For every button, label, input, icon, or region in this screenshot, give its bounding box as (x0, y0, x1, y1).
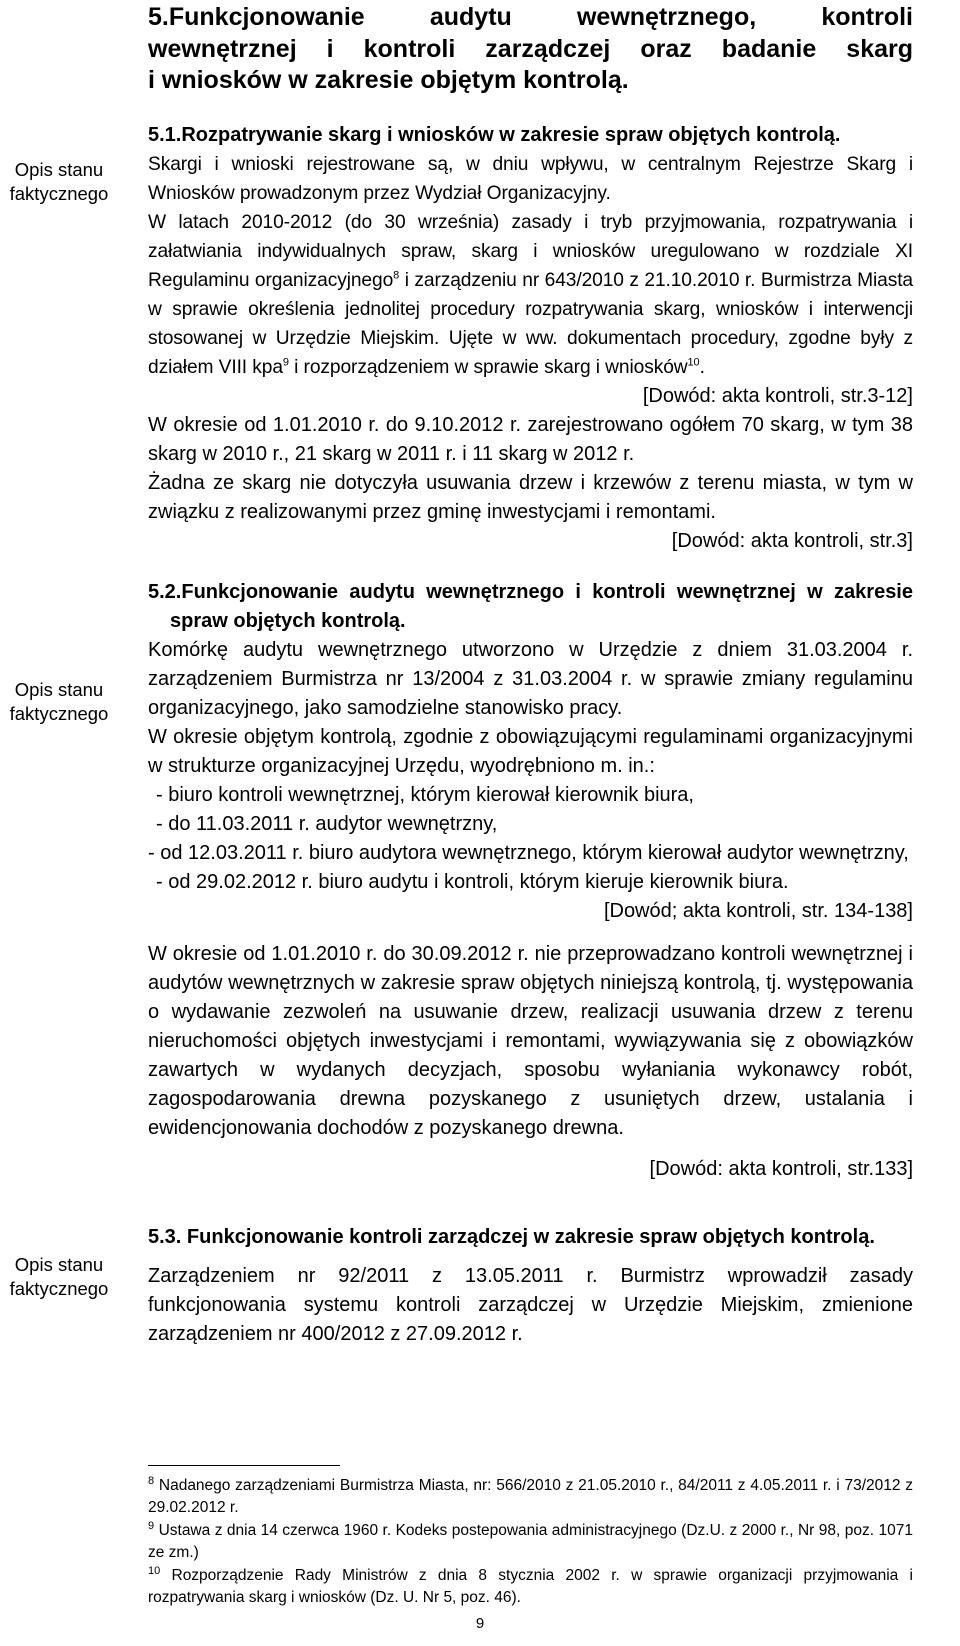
paragraph (148, 208, 913, 382)
paragraph: Żadna ze skarg nie dotyczyła usuwania drzew i krzewów z terenu miasta, w tym w związku z realizowanymi przez gminę inwestycjami i remontami. (148, 472, 913, 523)
subsection-title: spraw objętych kontrolą. (170, 610, 406, 632)
subsection-5-1 (148, 121, 913, 556)
footnote-ref: 9 (282, 356, 289, 369)
footnote (148, 1520, 913, 1564)
footnote-separator (148, 1465, 340, 1466)
paragraph: Skargi i wnioski rejestrowane są, w dniu wpływu, w centralnym Rejestrze Skarg i Wniosków prowadzonym przez Wydział Organizacyjny. (148, 154, 913, 204)
evidence-reference: [Dowód; akta kontroli, str. 134-138] (603, 900, 913, 922)
list-item: - biuro kontroli wewnętrznej, którym kierował kierownik biura, (156, 784, 694, 806)
footnote-ref: 10 (687, 356, 700, 369)
side-label-line: Opis stanu (14, 679, 104, 700)
paragraph: Zarządzeniem nr 92/2011 z 13.05.2011 r. Burmistrz wprowadził zasady funkcjonowania systemu kontroli zarządczej w Urzędzie Miejskim, zmienione zarządzeniem nr 400/2012 z 27.09.2012 r. (148, 1265, 913, 1345)
evidence-reference: [Dowód: akta kontroli, str.3-12] (642, 385, 913, 407)
paragraph: W okresie objętym kontrolą, zgodnie z obowiązującymi regulaminami organizacyjnymi w strukturze organizacyjnej Urzędu, wyodrębniono m. in.: (148, 726, 913, 777)
footnote-number: 8 (148, 1474, 155, 1487)
evidence-reference: [Dowód: akta kontroli, str.133] (649, 1158, 913, 1180)
paragraph: Komórkę audytu wewnętrznego utworzono w Urzędzie z dniem 31.03.2004 r. zarządzeniem Burmistrza nr 13/2004 z 31.03.2004 r. w sprawie zmiany regulaminu organizacyjnego, jako samodzielne stanowisko pracy. (148, 639, 913, 719)
side-label-line: faktycznego (9, 703, 109, 724)
subsection-5-3 (148, 1223, 913, 1349)
footnote-ref: 8 (393, 269, 400, 282)
footnote-text: Nadanego zarządzeniami Burmistrza Miasta, nr: 566/2010 z 21.05.2010 r., 84/2011 z 4.05.2011 r. i 73/2012 z 29.02.2012 r. (148, 1477, 913, 1516)
evidence-reference: [Dowód: akta kontroli, str.3] (671, 530, 913, 552)
side-label-line: faktycznego (9, 183, 109, 204)
side-label (0, 678, 118, 726)
footnote-text: Ustawa z dnia 14 czerwca 1960 r. Kodeks postepowania administracyjnego (Dz.U. z 2000 r., Nr 98, poz. 1071 ze zm.) (148, 1522, 913, 1561)
side-label-line: Opis stanu (14, 1254, 104, 1275)
side-label-line: faktycznego (9, 1278, 109, 1299)
subsection-title: 5.2.Funkcjonowanie audytu wewnętrznego i kontroli wewnętrznej w zakresie (148, 581, 913, 603)
footnote-number: 10 (148, 1564, 161, 1577)
section-heading-line: 5.Funkcjonowanie audytu wewnętrznego, kontroli (148, 3, 913, 31)
section-heading (148, 2, 913, 97)
paragraph: W okresie od 1.01.2010 r. do 30.09.2012 r. nie przeprowadzano kontroli wewnętrznej i audytów wewnętrznych w zakresie spraw objętych niniejszą kontrolą, tj. występowania o wydawanie zezwoleń na usuwanie drzew, realizacji usuwania drzew z terenu nieruchomości objętych inwestycjami i remontami, wywiązywania się z obowiązków zawartych w wydanych decyzjach, sposobu wyłaniania wykonawcy robót, zagospodarowania drewna pozyskanego z usuniętych drzew, ustalania i ewidencjonowania dochodów z pozyskanego drewna. (148, 943, 913, 1139)
list-item: - do 11.03.2011 r. audytor wewnętrzny, (156, 813, 498, 835)
list-item: - od 12.03.2011 r. biuro audytora wewnętrznego, którym kierował audytor wewnętrzny, (148, 842, 909, 864)
footnote (148, 1565, 913, 1609)
subsection-title: 5.1.Rozpatrywanie skarg i wniosków w zakresie spraw objętych kontrolą. (148, 124, 841, 146)
footnote (148, 1475, 913, 1519)
subsection-title: 5.3. Funkcjonowanie kontroli zarządczej w zakresie spraw objętych kontrolą. (148, 1226, 875, 1248)
footnote-text: Rozporządzenie Rady Ministrów z dnia 8 stycznia 2002 r. w sprawie organizacji przyjmowania i rozpatrywania skarg i wniosków (Dz. U. Nr 5, poz. 46). (148, 1567, 913, 1606)
page-number: 9 (475, 1615, 485, 1632)
side-label-line: Opis stanu (14, 159, 104, 180)
subsection-5-2 (148, 578, 913, 1184)
section-heading-line: wewnętrznej i kontroli zarządczej oraz badanie skarg (148, 34, 913, 63)
text: i rozporządzeniem w sprawie skarg i wniosków (288, 357, 688, 378)
side-label (0, 158, 118, 206)
paragraph: W okresie od 1.01.2010 r. do 9.10.2012 r. zarejestrowano ogółem 70 skarg, w tym 38 skarg w 2010 r., 21 skarg w 2011 r. i 11 skarg w 2012 r. (148, 414, 913, 465)
section-heading-line: i wniosków w zakresie objętym kontrolą. (148, 66, 629, 94)
side-label (0, 1253, 118, 1301)
list-item: - od 29.02.2012 r. biuro audytu i kontroli, którym kieruje kierownik biura. (156, 871, 789, 893)
text: W latach 2010-2012 (do 30 września) zasady i tryb przyjmowania, rozpatrywania i załatwiania indywidualnych spraw, skarg i wniosków uregulowano w rozdziale XI Regulaminu organizacyjnego (148, 212, 913, 291)
text: i zarządzeniu nr 643/2010 z 21.10.2010 r. Burmistrza Miasta w sprawie określenia jednolitej procedury rozpatrywania skarg, wniosków i interwencji stosowanej w Urzędzie Miejskim. Ujęte w ww. dokumentach procedury, zgodne były z działem VIII kpa (148, 270, 913, 378)
footnote-number: 9 (148, 1519, 155, 1532)
text: . (699, 357, 705, 378)
